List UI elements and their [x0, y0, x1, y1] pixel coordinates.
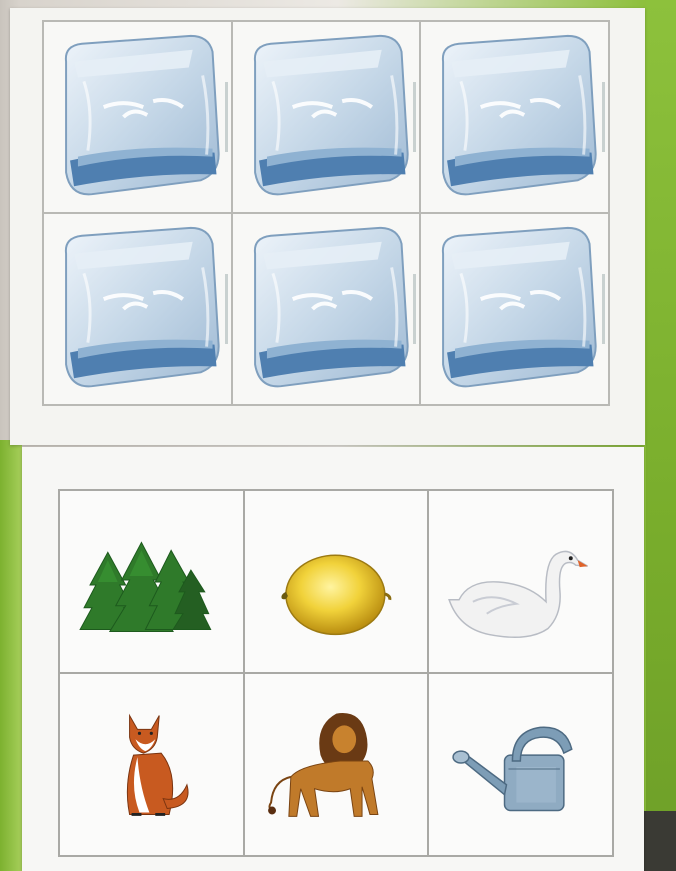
picture-card-grid — [58, 489, 614, 857]
swan-icon — [429, 491, 612, 672]
card-lemon[interactable] — [244, 490, 429, 673]
ice-cube-sheet — [10, 8, 645, 445]
card-watering-can[interactable] — [428, 673, 613, 856]
watering-can-icon — [429, 674, 612, 855]
card-ice-cube[interactable] — [43, 213, 232, 405]
ice-cube-icon — [233, 214, 420, 404]
card-ice-cube[interactable] — [420, 21, 609, 213]
ice-cube-grid — [42, 20, 610, 406]
ice-cube-icon — [44, 22, 231, 212]
card-ice-cube[interactable] — [43, 21, 232, 213]
card-fir-trees[interactable] — [59, 490, 244, 673]
fir-trees-icon — [60, 491, 243, 672]
card-ice-cube[interactable] — [232, 21, 421, 213]
card-lion[interactable] — [244, 673, 429, 856]
lion-icon — [245, 674, 428, 855]
card-swan[interactable] — [428, 490, 613, 673]
ice-cube-icon — [421, 22, 608, 212]
ice-cube-icon — [421, 214, 608, 404]
card-fox[interactable] — [59, 673, 244, 856]
green-background-right — [646, 0, 676, 871]
lemon-icon — [245, 491, 428, 672]
card-ice-cube[interactable] — [232, 213, 421, 405]
card-ice-cube[interactable] — [420, 213, 609, 405]
ice-cube-icon — [44, 214, 231, 404]
fox-icon — [60, 674, 243, 855]
picture-card-sheet — [22, 447, 644, 871]
green-background-left — [0, 440, 22, 871]
ice-cube-icon — [233, 22, 420, 212]
